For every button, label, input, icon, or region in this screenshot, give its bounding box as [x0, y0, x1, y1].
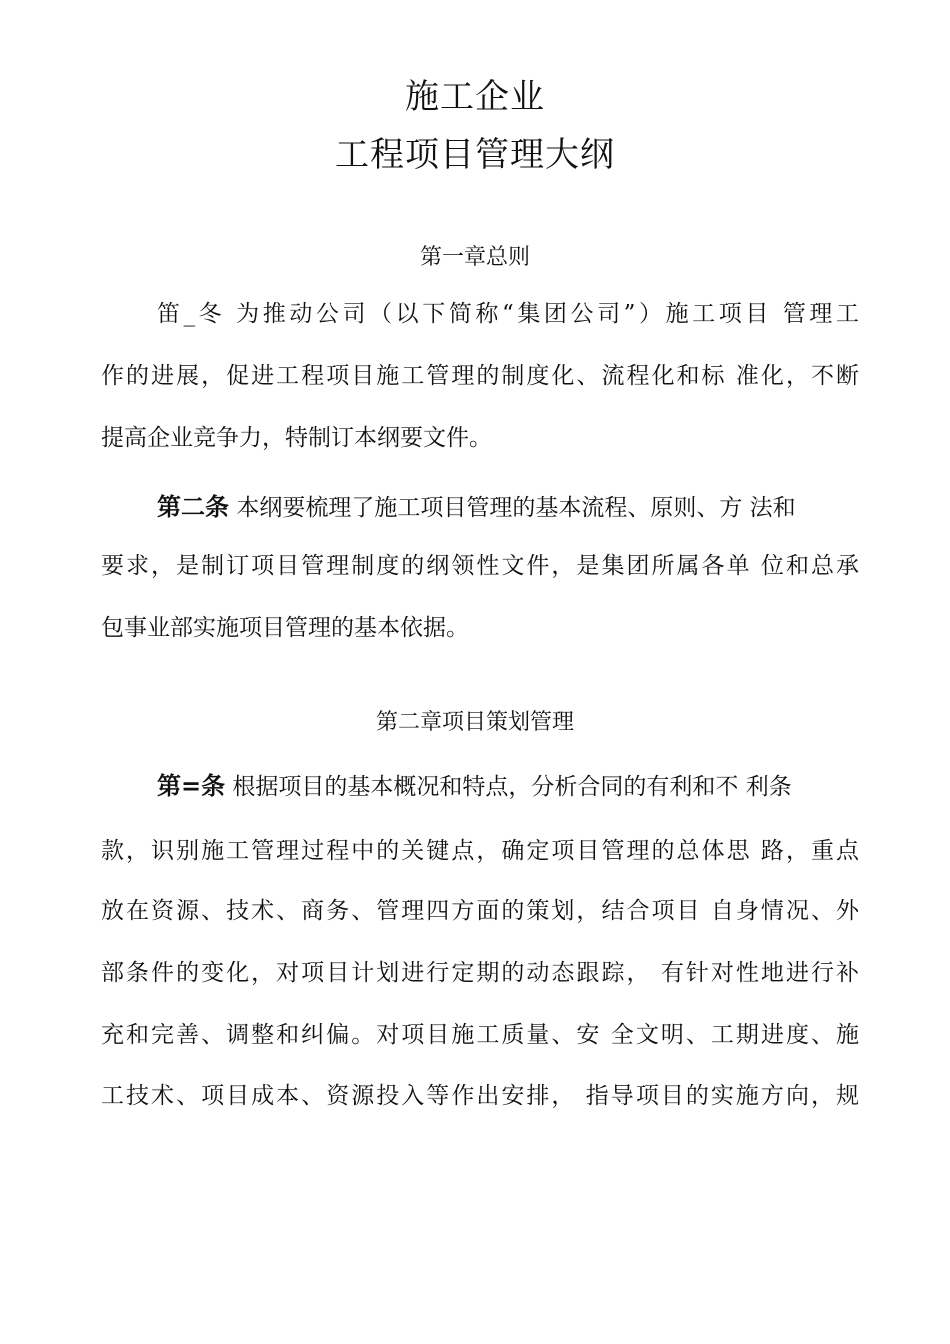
article3-text: 根据项目的基本概况和特点，分析合同的有利和不 利条	[232, 774, 792, 800]
article2-text: 本纲要梳理了施工项目管理的基本流程、原则、方 法和	[236, 495, 796, 521]
document-title-line2: 工程项目管理大纲	[335, 135, 615, 175]
article2-line: 要求，是制订项目管理制度的纲领性文件，是集团所属各单 位和总承	[101, 553, 859, 579]
article1-line: 作的进展，促进工程项目施工管理的制度化、流程化和标 准化，不断	[101, 363, 859, 389]
article3-line: 工技术、项目成本、资源投入等作出安排， 指导项目的实施方向，规	[101, 1083, 859, 1109]
article2-first-line	[157, 490, 859, 525]
document-title-line1: 施工企业	[405, 77, 545, 117]
article2-line: 包事业部实施项目管理的基本依据。	[101, 615, 469, 641]
chapter1-heading: 第一章总则	[419, 245, 530, 270]
article1-line: 笛_冬 为推动公司（以下简称“集团公司”）施工项目 管理工	[157, 301, 859, 327]
article3-line: 放在资源、技术、商务、管理四方面的策划，结合项目 自身情况、外	[101, 898, 859, 924]
article3-line: 部条件的变化，对项目计划进行定期的动态跟踪， 有针对性地进行补	[101, 960, 859, 986]
article3-label: 第=条	[157, 772, 226, 800]
article3-line: 款，识别施工管理过程中的关键点，确定项目管理的总体思 路，重点	[101, 838, 859, 864]
chapter2-heading: 第二章项目策划管理	[375, 710, 574, 735]
article3-first-line	[157, 769, 859, 804]
article1-line: 提高企业竞争力，特制订本纲要文件。	[101, 425, 492, 451]
article3-line: 充和完善、调整和纠偏。对项目施工质量、安 全文明、工期进度、施	[101, 1022, 859, 1048]
article2-label: 第二条	[157, 493, 229, 521]
